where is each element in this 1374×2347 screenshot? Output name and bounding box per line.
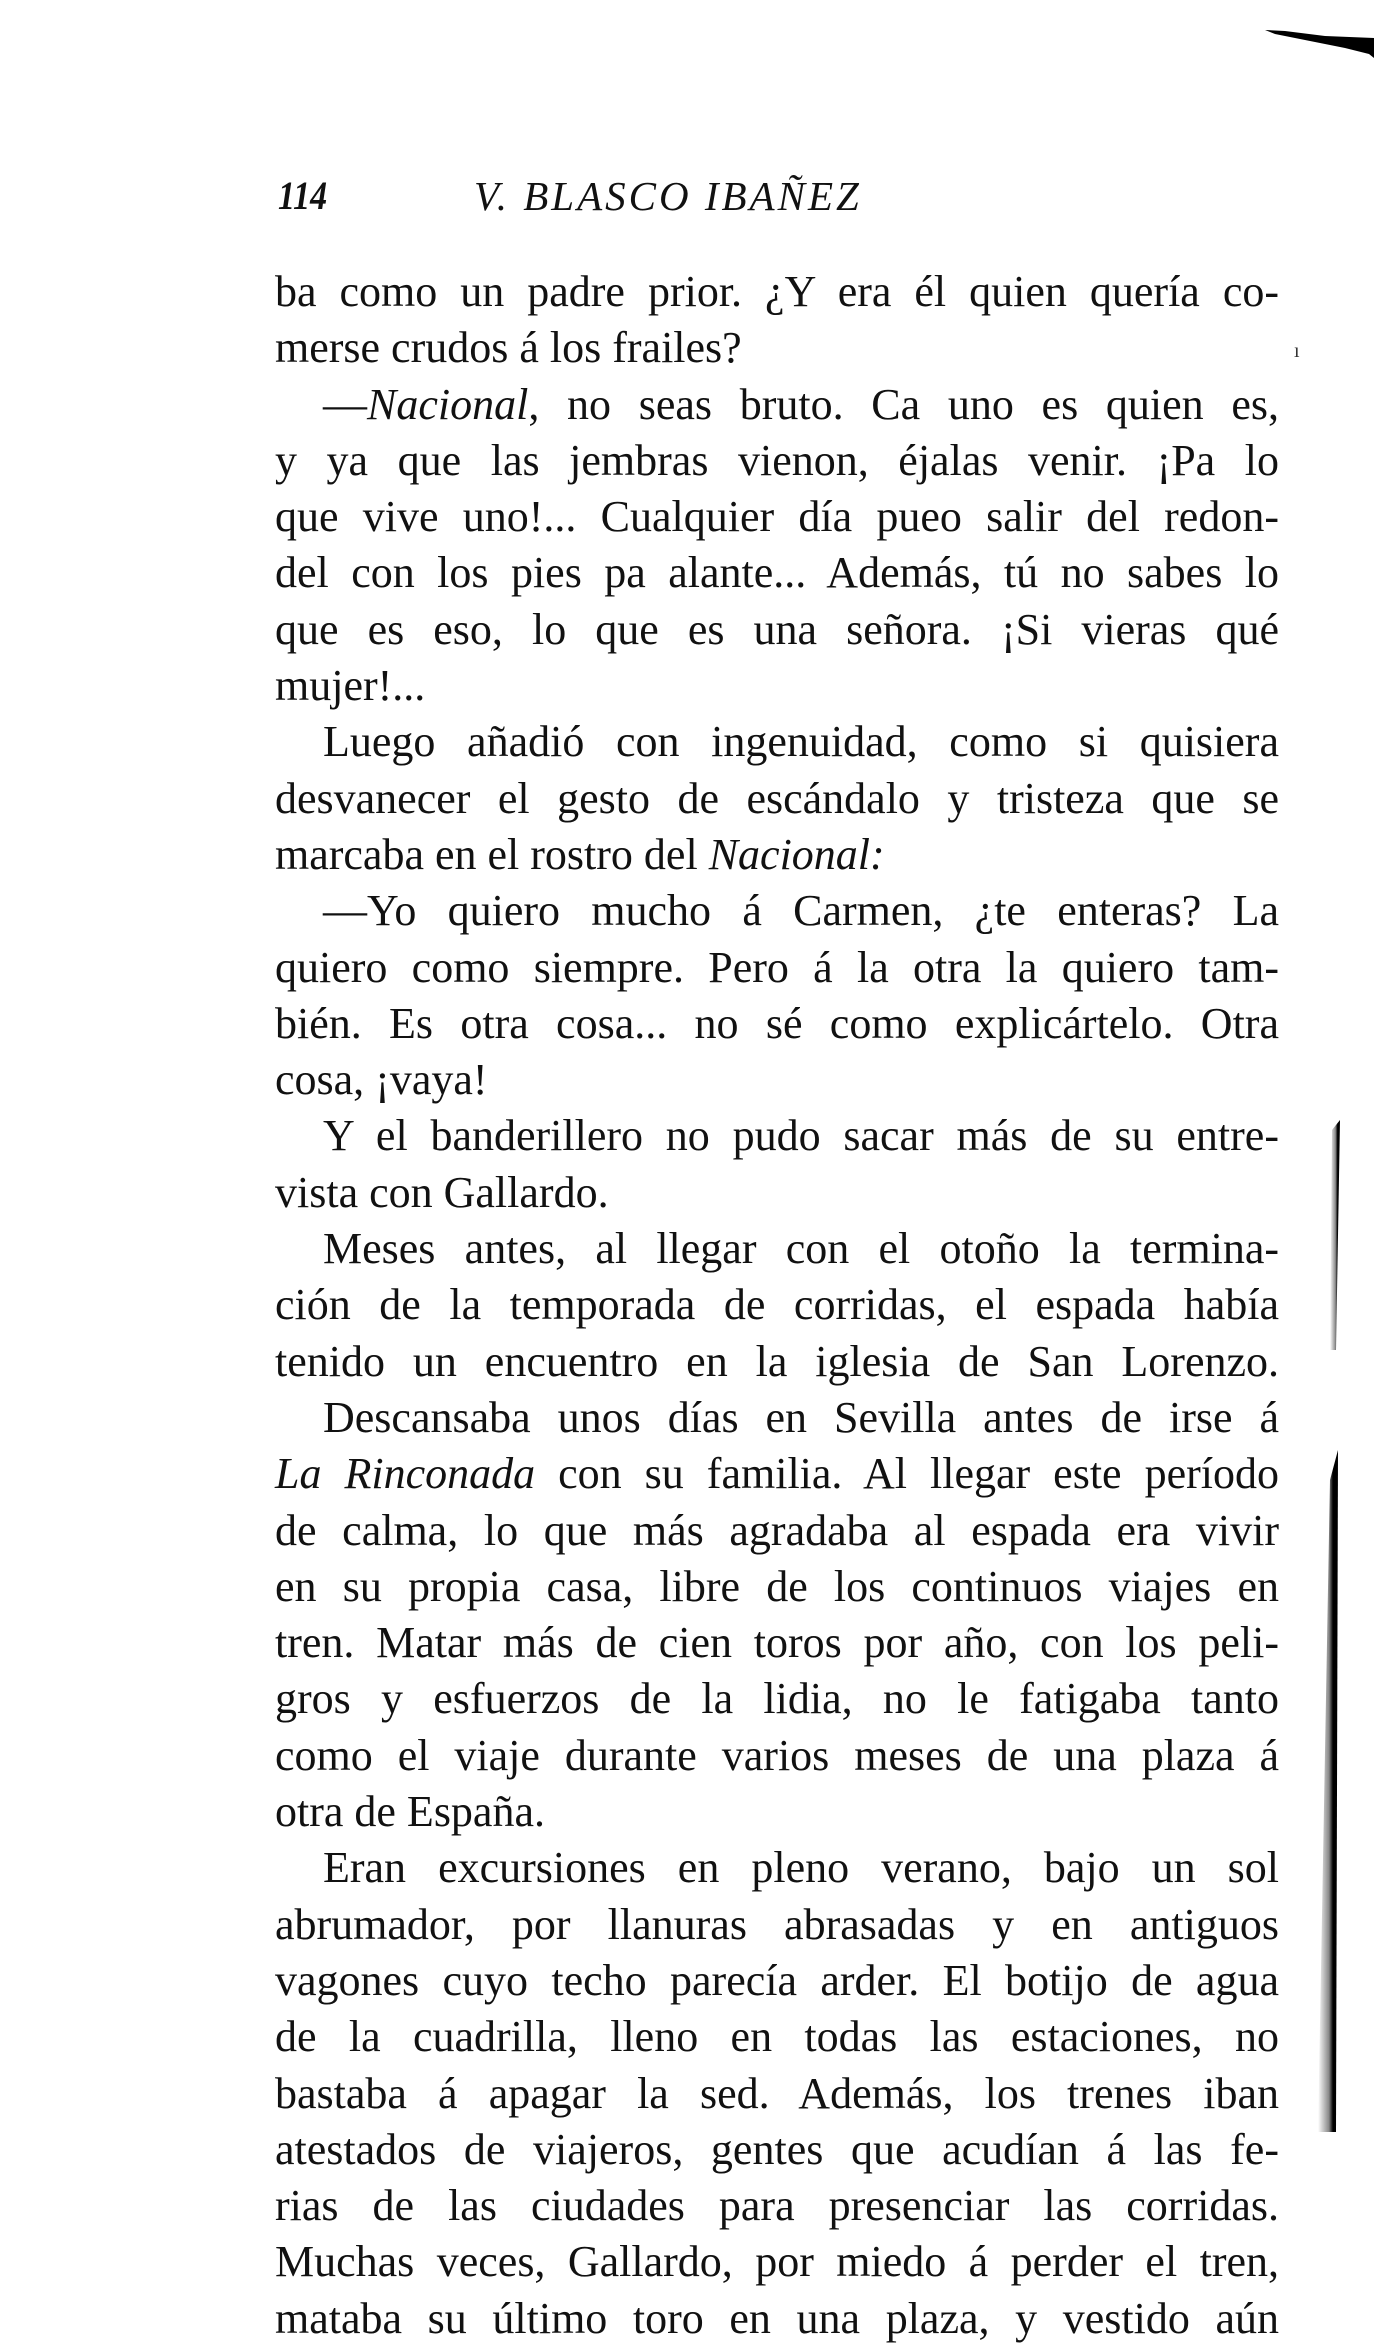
- text-segment: rias de las ciudades para presenciar las corridas.: [275, 2181, 1279, 2231]
- text-line: [275, 714, 1279, 770]
- text-line: [275, 1728, 1279, 1784]
- running-title: V. BLASCO IBAÑEZ: [474, 173, 862, 219]
- text-segment: desvanecer el gesto de escándalo y tristeza que se: [275, 773, 1279, 823]
- text-line: [275, 1277, 1279, 1333]
- text-segment: que vive uno!... Cualquier día pueo salir del redon-: [275, 492, 1279, 542]
- text-line: [275, 658, 1279, 714]
- text-line: [275, 1503, 1279, 1559]
- page-header: [278, 172, 1278, 222]
- text-segment: de la cuadrilla, lleno en todas las estaciones, no: [275, 2012, 1279, 2062]
- text-line: [275, 2009, 1279, 2065]
- text-line: [275, 433, 1279, 489]
- text-line: [275, 1784, 1279, 1840]
- text-segment: vagones cuyo techo parecía arder. El botijo de agua: [275, 1955, 1279, 2005]
- text-line: [275, 320, 1279, 376]
- italic-text: La Rinconada: [275, 1449, 536, 1499]
- text-segment: bastaba á apagar la sed. Además, los trenes iban: [275, 2068, 1279, 2118]
- text-line: [275, 827, 1279, 883]
- text-line: [275, 2066, 1279, 2122]
- text-segment: —Yo quiero mucho á Carmen, ¿te enteras? La: [323, 886, 1279, 936]
- text-segment: que es eso, lo que es una señora. ¡Si vieras qué: [275, 604, 1279, 654]
- margin-mark: ı: [1294, 340, 1300, 362]
- page-edge-shadow: [1310, 1120, 1374, 2132]
- text-segment: —: [323, 379, 367, 429]
- text-segment: Y el banderillero no pudo sacar más de su entre-: [323, 1111, 1279, 1161]
- text-line: [275, 377, 1279, 433]
- text-line: [275, 1446, 1279, 1502]
- text-segment: Luego añadió con ingenuidad, como si quisiera: [323, 717, 1279, 767]
- text-line: [275, 545, 1279, 601]
- text-line: [275, 1052, 1279, 1108]
- text-line: [275, 2234, 1279, 2290]
- text-segment: , no seas bruto. Ca uno es quien es,: [528, 379, 1279, 429]
- text-line: [275, 1221, 1279, 1277]
- text-segment: gros y esfuerzos de la lidia, no le fatigaba tanto: [275, 1674, 1279, 1724]
- text-segment: y ya que las jembras vienon, éjalas venir. ¡Pa lo: [275, 435, 1279, 485]
- text-segment: tren. Matar más de cien toros por año, con los peli-: [275, 1618, 1279, 1668]
- text-line: [275, 1108, 1279, 1164]
- text-line: [275, 1840, 1279, 1896]
- text-line: [275, 602, 1279, 658]
- text-segment: Eran excursiones en pleno verano, bajo un sol: [323, 1843, 1279, 1893]
- text-segment: como el viaje durante varios meses de una plaza á: [275, 1730, 1279, 1780]
- text-segment: vista con Gallardo.: [275, 1167, 609, 1217]
- text-segment: quiero como siempre. Pero á la otra la quiero tam-: [275, 942, 1279, 992]
- text-segment: cosa, ¡vaya!: [275, 1055, 488, 1105]
- text-segment: Muchas veces, Gallardo, por miedo á perder el tren,: [275, 2237, 1279, 2287]
- page-number: 114: [278, 173, 328, 218]
- text-line: [275, 940, 1279, 996]
- text-line: [275, 2178, 1279, 2234]
- text-segment: mataba su último toro en una plaza, y vestido aún: [275, 2293, 1279, 2343]
- italic-text: Nacional: [367, 379, 529, 429]
- text-segment: bién. Es otra cosa... no sé como explicártelo. Otra: [275, 998, 1279, 1048]
- text-segment: del con los pies pa alante... Además, tú no sabes lo: [275, 548, 1279, 598]
- text-line: [275, 1559, 1279, 1615]
- text-segment: ción de la temporada de corridas, el espada había: [275, 1280, 1279, 1330]
- text-segment: abrumador, por llanuras abrasadas y en antiguos: [275, 1899, 1279, 1949]
- text-line: [275, 1390, 1279, 1446]
- text-segment: tenido un encuentro en la iglesia de San Lorenzo.: [275, 1336, 1279, 1386]
- text-segment: atestados de viajeros, gentes que acudían á las fe-: [275, 2124, 1279, 2174]
- text-segment: otra de España.: [275, 1787, 545, 1837]
- text-line: [275, 2291, 1279, 2347]
- text-segment: de calma, lo que más agradaba al espada era vivir: [275, 1505, 1279, 1555]
- text-segment: marcaba en el rostro del: [275, 829, 709, 879]
- text-segment: ba como un padre prior. ¿Y era él quien quería co-: [275, 267, 1279, 316]
- text-line: [275, 489, 1279, 545]
- text-line: [275, 996, 1279, 1052]
- text-line: [275, 883, 1279, 939]
- text-segment: merse crudos á los frailes?: [275, 323, 742, 373]
- text-line: [275, 2122, 1279, 2178]
- text-line: [275, 771, 1279, 827]
- text-line: [275, 1897, 1279, 1953]
- text-segment: con su familia. Al llegar este período: [535, 1449, 1279, 1499]
- text-segment: mujer!...: [275, 661, 426, 711]
- page-corner-shadow: [1265, 28, 1374, 58]
- text-line: [275, 1953, 1279, 2009]
- text-segment: Meses antes, al llegar con el otoño la termina-: [323, 1224, 1279, 1274]
- text-segment: Descansaba unos días en Sevilla antes de irse á: [323, 1392, 1279, 1442]
- text-line: [275, 1671, 1279, 1727]
- text-line: [275, 264, 1279, 320]
- italic-text: Nacional:: [708, 829, 885, 879]
- text-segment: en su propia casa, libre de los continuos viajes en: [275, 1561, 1279, 1611]
- text-line: [275, 1334, 1279, 1390]
- body-text: [275, 264, 1279, 2347]
- text-line: [275, 1615, 1279, 1671]
- text-line: [275, 1165, 1279, 1221]
